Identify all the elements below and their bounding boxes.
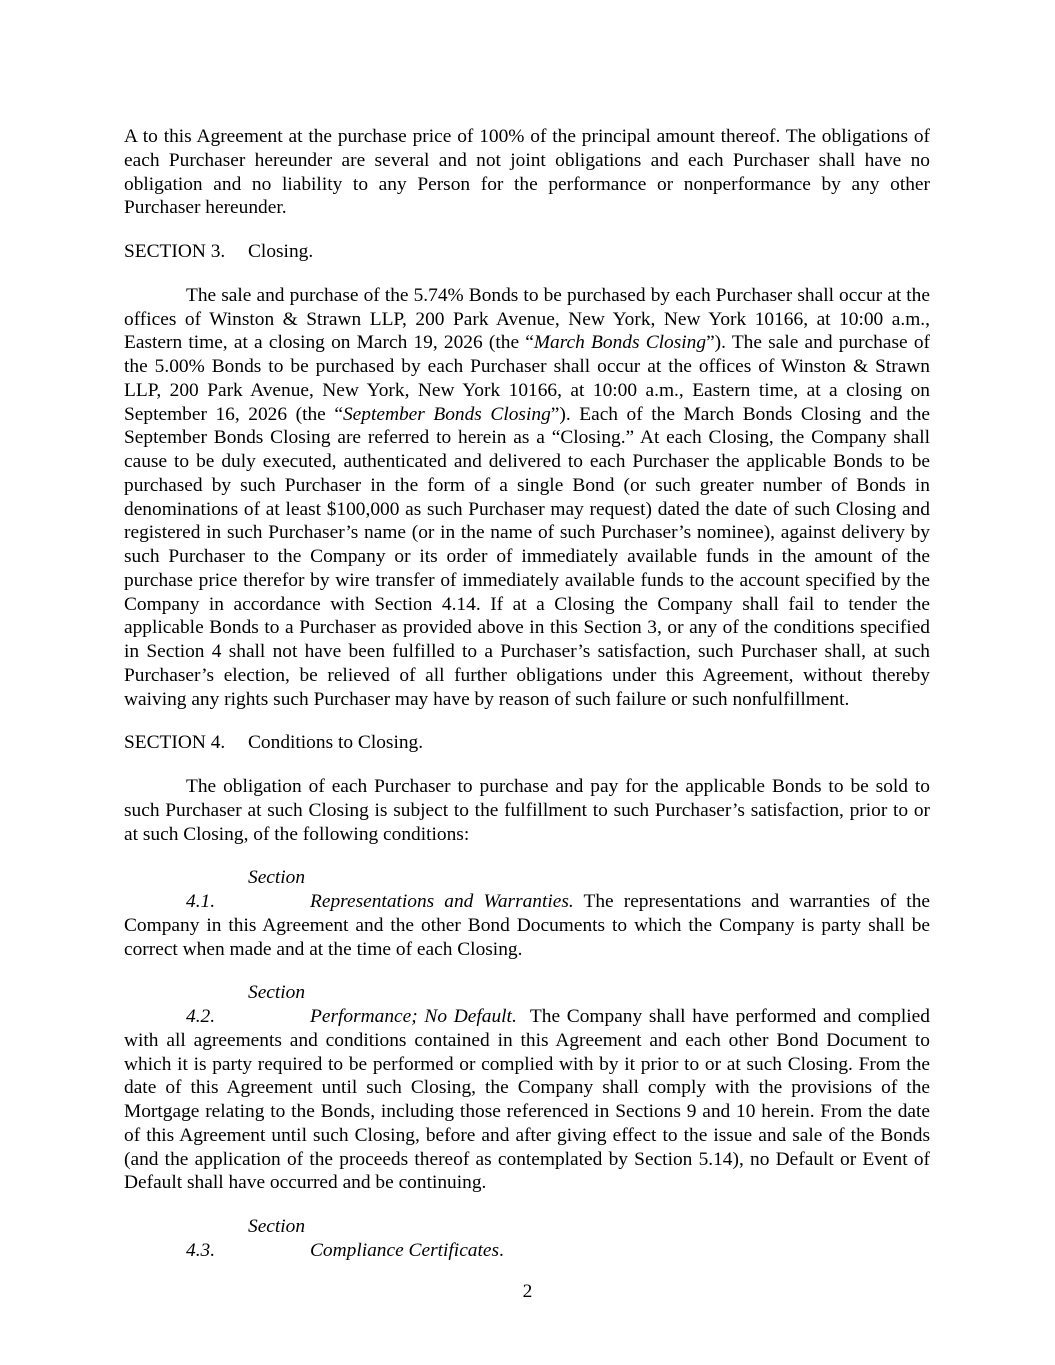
section-4-heading <box>124 731 930 755</box>
section-4-1-text: The representations and warranties of the Company in this Agreement and the other Bond Documents to which the Company is party shall be correct when made and at the time of each Closing. <box>124 891 931 960</box>
page-number: 2 <box>522 1281 533 1302</box>
section-4-2-paragraph <box>124 981 930 1195</box>
section-4-2-text: The Company shall have performed and complied with all agreements and conditions contained in this Agreement and each other Bond Document to which it is party required to be performed or complied with by it prior to or at such Closing. From the date of this Agreement until such Closing, the Company shall comply with the provisions of the Mortgage relating to the Bonds, including those referenced in Sections 9 and 10 herein. From the date of this Agreement until such Closing, before and after giving effect to the issue and sale of the Bonds (and the application of the proceeds thereof as contemplated by Section 5.14), no Default or Event of Default shall have occurred and be continuing. <box>124 1006 930 1194</box>
section-4-1-number: Section 4.1. <box>186 867 306 912</box>
section-4-intro: The obligation of each Purchaser to purchase and pay for the applicable Bonds to be sold to such Purchaser at such Closing is subject to the fulfillment to such Purchaser’s satisfaction, prior to or at such Closing, of the following conditions: <box>124 776 930 845</box>
section-4-3-paragraph <box>124 1215 930 1263</box>
section-3-heading <box>124 240 930 264</box>
section-3-text-part2: ”). The sale and purchase of the 5.00% Bonds to be purchased by each Purchaser shall occur at the offices of Winston & Strawn LLP, 200 Park Avenue, New York, New York 10166, at 10:00 a.m., Eastern time, at a closing on September 16, 2026 (the “ <box>124 332 930 425</box>
september-bonds-closing-term: September Bonds Closing <box>342 403 551 425</box>
section-3-paragraph <box>124 284 930 712</box>
section-4-3-period: . <box>499 1239 504 1261</box>
section-4-title: Conditions to Closing. <box>248 732 424 754</box>
section-4-number: SECTION 4. <box>124 732 226 754</box>
section-3-text-part1: The sale and purchase of the 5.74% Bonds to be purchased by each Purchaser shall occur at the offices of Winston & Strawn LLP, 200 Park Avenue, New York, New York 10166, at 10:00 a.m., Eastern time, at a closing on March 19, 2026 (the “ <box>124 284 930 354</box>
section-4-2-title: Performance; No Default. <box>310 1006 517 1027</box>
document-page <box>124 125 930 1263</box>
section-4-1-paragraph <box>124 866 930 961</box>
section-4-1-title: Representations and Warranties. <box>310 891 574 912</box>
section-4-2-number: Section 4.2. <box>186 982 306 1027</box>
continuation-paragraph: A to this Agreement at the purchase price of 100% of the principal amount thereof. The obligations of each Purchaser hereunder are several and not joint obligations and each Purchaser shall have no obligation and no liability to any Person for the performance or nonperformance by any other Purchaser hereunder. <box>124 126 930 219</box>
section-4-3-number: Section 4.3. <box>186 1216 306 1261</box>
section-3-title: Closing. <box>248 241 314 262</box>
section-3-number: SECTION 3. <box>124 241 226 262</box>
section-3-text-part3: ”). Each of the March Bonds Closing and the September Bonds Closing are referred to herein as a “Closing.” At each Closing, the Company shall cause to be duly executed, authenticated and delivered to each Purchaser the applicable Bonds to be purchased by such Purchaser in the form of a single Bond (or such greater number of Bonds in denominations of at least $100,000 as such Purchaser may request) dated the date of such Closing and registered in such Purchaser’s name (or in the name of such Purchaser’s nominee), against delivery by such Purchaser to the Company or its order of immediately available funds in the amount of the purchase price therefor by wire transfer of immediately available funds to the account specified by the Company in accordance with Section 4.14. If at a Closing the Company shall fail to tender the applicable Bonds to a Purchaser as provided above in this Section 3, or any of the conditions specified in Section 4 shall not have been fulfilled to a Purchaser’s satisfaction, such Purchaser shall, at such Purchaser’s election, be relieved of all further obligations under this Agreement, without thereby waiving any rights such Purchaser may have by reason of such failure or such nonfulfillment. <box>124 403 930 710</box>
section-4-3-title: Compliance Certificates <box>310 1239 500 1261</box>
march-bonds-closing-term: March Bonds Closing <box>533 332 707 354</box>
